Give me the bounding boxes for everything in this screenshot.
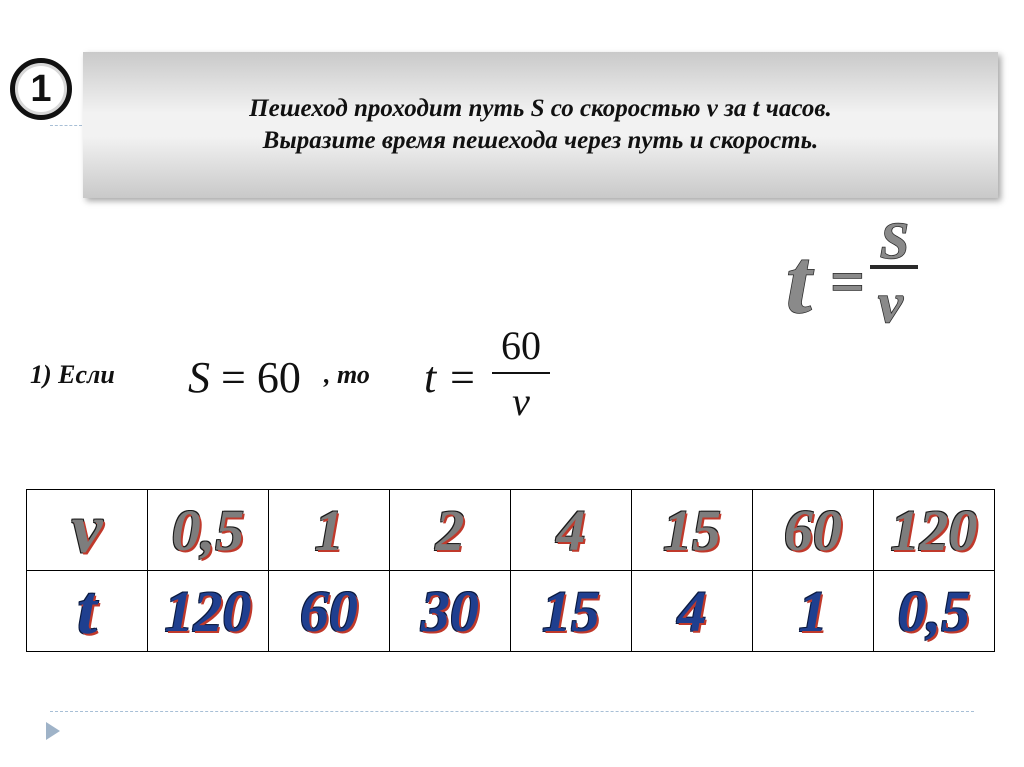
table-cell: 60: [269, 571, 390, 652]
table-cell: 120: [874, 490, 995, 571]
table-cell: 4: [632, 571, 753, 652]
case-fraction-numerator: 60: [501, 323, 541, 368]
case-then: , то: [324, 360, 370, 389]
case-s-value: = 60: [210, 353, 301, 402]
case-fraction: [492, 322, 550, 426]
row-t-header: t: [27, 571, 148, 652]
case-s-var: S: [188, 353, 210, 402]
formula-equals: =: [830, 249, 865, 315]
case-s-equation: [188, 352, 301, 403]
table-cell: 1: [753, 571, 874, 652]
formula-lhs: t: [786, 230, 812, 330]
table-cell: 60: [753, 490, 874, 571]
case-fraction-bar: [492, 372, 550, 374]
table-row-t: [27, 571, 995, 652]
table-cell: 2: [390, 490, 511, 571]
time-formula: [782, 210, 932, 330]
formula-numerator: S: [880, 213, 909, 270]
table-cell: 1: [269, 490, 390, 571]
table-cell: 0,5: [148, 490, 269, 571]
problem-line-2: Выразите время пешехода через путь и скорость.: [262, 127, 819, 154]
table-cell: 15: [511, 571, 632, 652]
problem-line-1: Пешеход проходит путь S со скоростью v за t часов.: [249, 95, 832, 122]
speed-time-table: [26, 489, 995, 652]
table-cell: 120: [148, 571, 269, 652]
table-row-v: [27, 490, 995, 571]
play-arrow-icon: [46, 722, 60, 740]
slide-top-rule: [50, 125, 82, 126]
case-label: 1) Если: [30, 360, 115, 389]
problem-banner: [83, 52, 998, 198]
row-v-header: v: [27, 490, 148, 571]
table-cell: 15: [632, 490, 753, 571]
table-cell: 30: [390, 571, 511, 652]
table-cell: 0,5: [874, 571, 995, 652]
table-cell: 4: [511, 490, 632, 571]
case-t-expr: t =: [424, 353, 477, 402]
formula-denominator: v: [878, 273, 903, 330]
task-number-badge: 1: [10, 58, 72, 120]
case-fraction-denominator: v: [512, 379, 530, 424]
slide-bottom-rule: [50, 711, 974, 712]
